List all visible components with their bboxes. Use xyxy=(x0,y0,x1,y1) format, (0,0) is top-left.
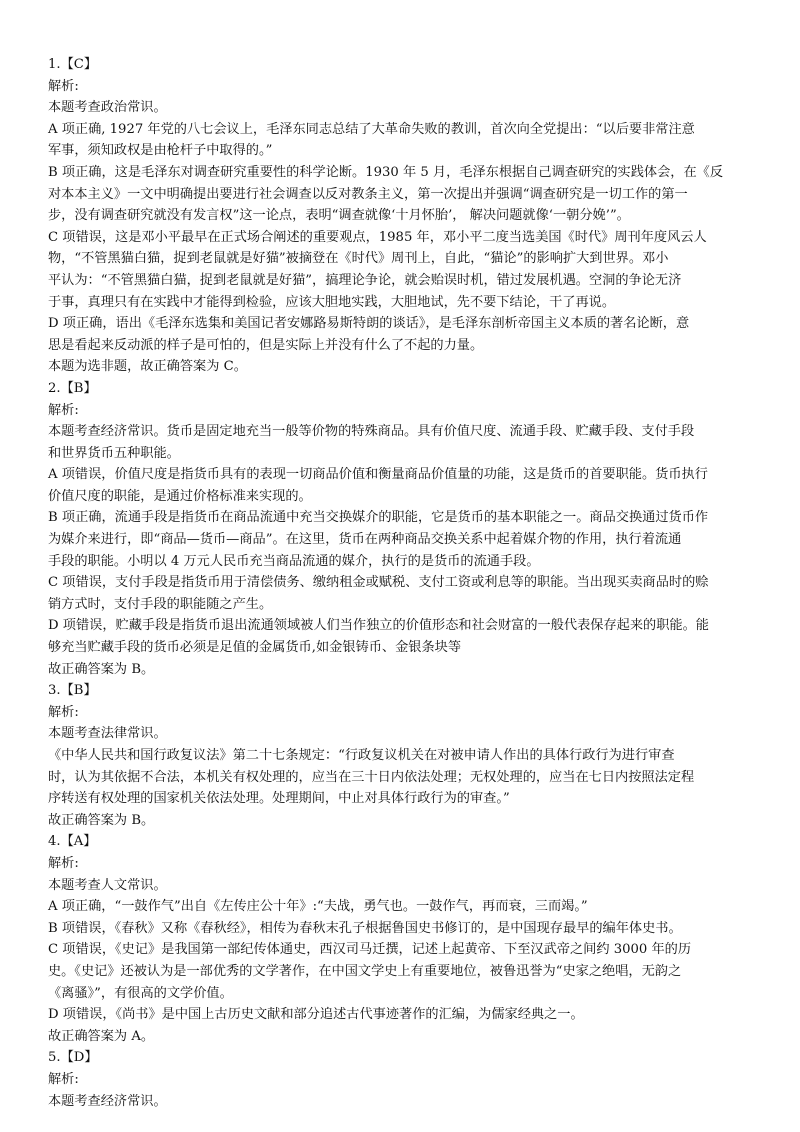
analysis-label: 解析: xyxy=(48,78,79,94)
text-line: 序转送有权处理的国家机关依法处理。处理期间，中止对具体行政行为的审查。” xyxy=(48,791,510,807)
text-line: 时，认为其依据不合法，本机关有权处理的，应当在三十日内依法处理；无权处理的，应当在七日内按照法定程 xyxy=(48,769,695,785)
text-line: 步，没有调查研究就没有发言权”这一论点，表明“调查就像‘十月怀胎’， 解决问题就像‘一朝分娩’”。 xyxy=(48,208,630,224)
text-line: A 项正确，“一鼓作气”出自《左传庄公十年》:“夫战，勇气也。一鼓作气，再而衰，三而竭。” xyxy=(48,899,588,915)
text-line: C 项错误，支付手段是指货币用于清偿债务、缴纳租金或赋税、支付工资或利息等的职能。当出现买卖商品时的赊 xyxy=(48,575,709,591)
question-3-answer: 3.【B】 xyxy=(48,683,97,699)
text-line: D 项错误，贮藏手段是指货币退出流通领域被人们当作独立的价值形态和社会财富的一般代表保存起来的职能。能 xyxy=(48,618,709,634)
text-line: 本题考查经济常识。 xyxy=(48,1093,167,1109)
text-line: 够充当贮藏手段的货币必须是足值的金属货币,如金银铸币、金银条块等 xyxy=(48,640,462,656)
text-line: 《中华人民共和国行政复议法》第二十七条规定：“行政复议机关在对被申请人作出的具体行政行为进行审查 xyxy=(48,748,675,763)
text-line: 本题考查政治常识。 xyxy=(48,100,167,116)
text-line: B 项正确，流通手段是指货币在商品流通中充当交换媒介的职能，它是货币的基本职能之一。商品交换通过货币作 xyxy=(48,510,709,526)
analysis-label: 解析: xyxy=(48,1071,79,1087)
text-line: 史。《史记》还被认为是一部优秀的文学著作，在中国文学史上有重要地位，被鲁迅誉为“史家之绝唱，无韵之 xyxy=(48,963,682,979)
text-line: B 项正确，这是毛泽东对调查研究重要性的科学论断。1930 年 5 月，毛泽东根据自己调查研究的实践体会，在《反 xyxy=(48,164,724,180)
text-line: 价值尺度的职能，是通过价格标准来实现的。 xyxy=(48,488,312,504)
text-line: C 项错误，这是邓小平最早在正式场合阐述的重要观点，1985 年，邓小平二度当选美国《时代》周刊年度风云人 xyxy=(48,229,707,245)
conclusion-line: 本题为选非题，故正确答案为 C。 xyxy=(48,359,247,375)
conclusion-line: 故正确答案为 A。 xyxy=(48,1028,155,1044)
text-line: C 项错误，《史记》是我国第一部纪传体通史，西汉司马迁撰，记述上起黄帝、下至汉武帝之间约 3000 年的历 xyxy=(48,942,692,958)
text-line: 《离骚》”，有很高的文学价值。 xyxy=(48,985,233,1001)
text-line: 对本本主义》一文中明确提出要进行社会调查以反对教条主义，第一次提出并强调“调查研究是一切工作的第一 xyxy=(48,186,688,202)
question-4-answer: 4.【A】 xyxy=(48,834,97,850)
conclusion-line: 故正确答案为 B。 xyxy=(48,661,155,677)
text-line: B 项错误，《春秋》又称《春秋经》，相传为春秋末孔子根据鲁国史书修订的，是中国现存最早的编年体史书。 xyxy=(48,920,682,936)
question-5-answer: 5.【D】 xyxy=(48,1050,98,1066)
text-line: A 项错误，价值尺度是指货币具有的表现一切商品价值和衡量商品价值量的功能，这是货币的首要职能。货币执行 xyxy=(48,467,708,483)
text-line: 本题考查法律常识。 xyxy=(48,726,167,742)
question-1-answer: 1.【C】 xyxy=(48,57,98,72)
analysis-label: 解析: xyxy=(48,704,79,720)
question-2-answer: 2.【B】 xyxy=(48,380,97,396)
text-line: 本题考查人文常识。 xyxy=(48,877,167,893)
text-line: 销方式时，支付手段的职能随之产生。 xyxy=(48,596,273,612)
text-line: 军事，须知政权是由枪杆子中取得的。” xyxy=(48,143,273,159)
text-line: 物，“不管黑猫白猫，捉到老鼠就是好猫”被摘登在《时代》周刊上，自此，“猫论”的影响扩大到世界。邓小 xyxy=(48,251,669,267)
text-line: 为媒介来进行，即“商品—货币—商品”。在这里，货币在两种商品交换关系中起着媒介物的作用，执行着流通 xyxy=(48,532,682,548)
text-line: 本题考查经济常识。货币是固定地充当一般等价物的特殊商品。具有价值尺度、流通手段、贮藏手段、支付手段 xyxy=(48,424,695,440)
analysis-label: 解析: xyxy=(48,855,79,871)
conclusion-line: 故正确答案为 B。 xyxy=(48,812,155,828)
text-line: 思是看起来反动派的样子是可怕的，但是实际上并没有什么了不起的力量。 xyxy=(48,337,484,353)
text-line: 于事，真理只有在实践中才能得到检验，应该大胆地实践，大胆地试，先不要下结论，干了再说。 xyxy=(48,294,616,310)
text-line: 和世界货币五种职能。 xyxy=(48,445,180,461)
text-line: D 项错误，《尚书》是中国上古历史文献和部分追述古代事迹著作的汇编，为儒家经典之一。 xyxy=(48,1007,584,1023)
text-line: 手段的职能。小明以 4 万元人民币充当商品流通的媒介，执行的是货币的流通手段。 xyxy=(48,553,540,569)
text-line: 平认为：“不管黑猫白猫，捉到老鼠就是好猫”，搞理论争论，就会贻误时机，错过发展机遇。空洞的争论无济 xyxy=(48,272,682,288)
text-line: D 项正确，语出《毛泽东选集和美国记者安娜路易斯特朗的谈话》，是毛泽东剖析帝国主义本质的著名论断，意 xyxy=(48,316,690,332)
analysis-label: 解析: xyxy=(48,402,79,418)
text-line: A 项正确, 1927 年党的八七会议上，毛泽东同志总结了大革命失败的教训，首次向全党提出：“以后要非常注意 xyxy=(48,121,695,137)
